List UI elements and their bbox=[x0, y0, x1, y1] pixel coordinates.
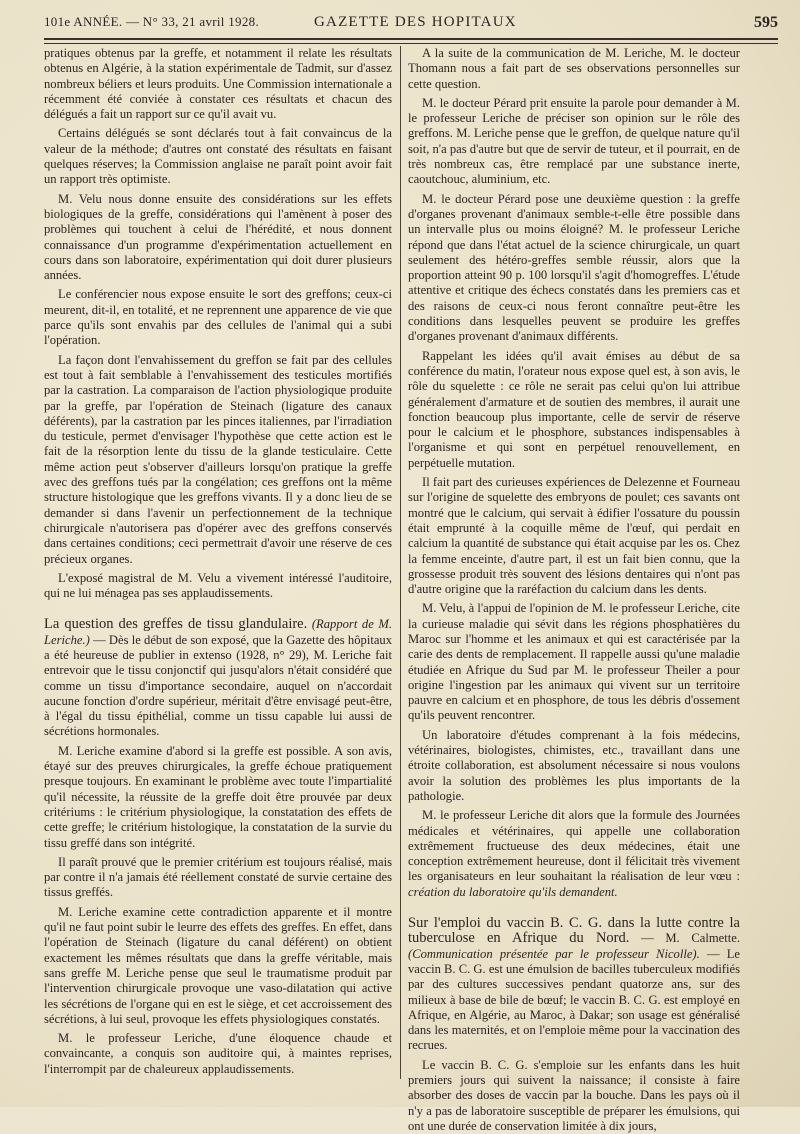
paragraph: pratiques obtenus par la greffe, et notamment il relate les résultats obtenus en Algérie, à la station expérimentale de Tadmit, sur d'assez nombreux béliers et leurs produits. Une Commission internationale a récemment été conviée à constater ces résultats et chacun des délégués a fait un rapport sur ce qu'il avait vu. bbox=[44, 46, 392, 122]
section-text: — Le vaccin B. C. G. est une émulsion de bacilles tuberculeux modifiés par des cultures successives pendant quatorze ans, sur des milieux à base de bile de bœuf; le vaccin B. C. G. est employé en Afrique, en Algérie, au Maroc, à Dakar; son usage est généralisé dans les maternités, et on l'emploie même pour la vaccination des recrues. bbox=[408, 946, 740, 1053]
paragraph: A la suite de la communication de M. Leriche, M. le docteur Thomann nous a fait part de ses observations personnelles sur cette question. bbox=[408, 46, 740, 91]
paragraph bbox=[408, 808, 740, 900]
section-report: (Rapport de M. Leriche.) bbox=[44, 617, 393, 647]
paragraph: M. Velu, à l'appui de l'opinion de M. le professeur Leriche, cite la curieuse maladie qui sévit dans les régions phosphatières du Maroc sur l'homme et les animaux et qui est caractérisée par la carie des dents de remplacement. Il rappelle aussi qu'une maladie étudiée en Afrique du Sud par M. le professeur Theiler a pour origine l'ingestion par les animaux qui vivent sur un territoire pauvre en calcium et en phosphore, de tous les débris d'ossement qu'ils peuvent rencontrer. bbox=[408, 601, 741, 723]
paragraph: Rappelant les idées qu'il avait émises au début de sa conférence du matin, l'orateur nous expose quel est, à son avis, le rôle du squelette : ce rôle ne serait pas celui qu'on lui attribue généralement d'armature et de soutien des membres, il aurait une fonction beaucoup plus importante, celle de servir de réserve pour le calcium et le phosphore, substances indispensables à l'organisme et qui sont en perpétuel renouvellement, en perpétuelle mutation. bbox=[408, 348, 740, 470]
publication-title: GAZETTE DES HOPITAUX bbox=[314, 14, 517, 30]
left-column bbox=[44, 46, 392, 1087]
paragraph: Le vaccin B. C. G. s'emploie sur les enfants dans les huit premiers jours qui suivent la naissance; il consiste à faire absorber des doses de vaccin par la bouche. Dans les pays où il n'y a pas de laboratoire susceptible de préparer les émulsions, qui ont une durée de conservation limitée à dix jours, bbox=[408, 1057, 740, 1133]
paragraph: M. Velu nous donne ensuite des considérations sur les effets biologiques de la greffe, considérations qui l'amènent à poser des problèmes qui touchent à celui de l'hérédité, et nous donnent connaissance d'un programme d'expérimentation actuellement en cours dans son laboratoire, expérimentation qui doit durer plusieurs années. bbox=[44, 191, 392, 283]
section-title: La question des greffes de tissu glandulaire. bbox=[44, 616, 308, 633]
page-number: 595 bbox=[754, 14, 778, 31]
paragraph-text: M. le professeur Leriche dit alors que la formule des Journées médicales et vétérinaires, qui appelle une collaboration extrêmement fructueuse des deux médecines, était une conception extrêmement heureuse, dont il félicitait très vivement les organisateurs en leur souhaitant la réalisation de leur vœu : bbox=[408, 808, 740, 884]
page-header bbox=[44, 10, 778, 36]
right-column bbox=[408, 46, 741, 1133]
paragraph: M. le professeur Leriche, d'une éloquence chaude et convaincante, a conquis son auditoire qui, à maintes reprises, l'interrompit par de chaleureux applaudissements. bbox=[44, 1031, 392, 1076]
paragraph: Certains délégués se sont déclarés tout à fait convaincus de la valeur de la méthode; d'autres ont constaté des résultats en faisant quelques réserves; la Commission anglaise ne paraît point avoir fait un rapport très optimiste. bbox=[44, 126, 392, 187]
column-divider bbox=[400, 46, 401, 1079]
paragraph: Il fait part des curieuses expériences de Delezenne et Fourneau sur l'origine de squelette des embryons de poulet; ces savants ont montré que le calcium, qui servait à édifier l'ossature du poussin était emprunté à la coquille même de l'œuf, qui perdait en calcium la quantité de substance qui était acquise par les os. Chez la femme enceinte, d'autre part, il est un fait bien connu, que la grossesse produit très souvent des lésions dentaires qui n'ont pas d'autre origine que la raréfaction du calcium dans les dents. bbox=[408, 475, 740, 597]
section-paragraph bbox=[408, 916, 740, 1054]
header-rule bbox=[44, 38, 778, 44]
paragraph-italic: création du laboratoire qu'ils demandent. bbox=[408, 884, 618, 899]
section-title: Sur l'emploi du vaccin B. C. G. dans la lutte contre la tuberculose en Afrique du Nord. bbox=[408, 915, 740, 947]
paragraph: M. le docteur Pérard pose une deuxième question : la greffe d'organes provenant d'animaux semble-t-elle être possible dans un intervalle plus ou moins éloigné? M. le professeur Leriche répond que dans l'état actuel de la science chirurgicale, un quart seulement des hétéro-greffes semble réussir, alors que la proportion atteint 90 p. 100 lorsqu'il s'agit d'homogreffes. L'étude attentive et critique des échecs constatés dans les premiers cas et des raisons de ceux-ci nous feront connaître peut-être les conditions dans lesquelles peuvent se produire les greffes d'organes provenant d'animaux différents. bbox=[408, 191, 740, 344]
section-paragraph bbox=[44, 617, 392, 739]
paragraph: Un laboratoire d'études comprenant à la fois médecins, vétérinaires, biologistes, chimistes, etc., travaillant dans une étroite collaboration, est absolument nécessaire si nous voulons avoir la solution des problèmes les plus importants de la pathologie. bbox=[408, 727, 740, 803]
section-text: — Dès le début de son exposé, que la Gazette des hôpitaux a été heureuse de publier in extenso (1928, n° 29), M. Leriche fait entrevoir que le tissu conjonctif qui jusqu'alors n'était considéré que comme un tissu d'importance secondaire, auquel on n'accordait aucune fonction d'ordre supérieur, méritait d'être envisagé peut-être, à l'égal du tissu épithélial, comme un tissu capable lui aussi de sécrétions hormonales. bbox=[44, 632, 393, 739]
paragraph: La façon dont l'envahissement du greffon se fait par des cellules est tout à fait semblable à l'envahissement des testicules mortifiés par la castration. La comparaison de l'action physiologique produite par la greffe, par l'opération de Steinach (ligature des canaux déférents), par la castration par les pinces italiennes, par l'irradiation du testicule, permet d'envisager l'hypothèse que cette action est le fait de la résorption lente du tissu de la glande testiculaire. Cette même action peut s'observer d'ailleurs lorsqu'on pratique la greffe avec des greffons tués par la congélation; ces greffons ont la même structure histologique que les greffons vivants. Il y a donc lieu de se demander si dans l'avenir un perfectionnement de la technique chirurgicale n'autorisera pas d'opérer avec des greffons conservés dans certaines conditions; ceci permettrait d'avoir une réserve de ces précieux organes. bbox=[44, 352, 392, 566]
section-communication: (Communication présentée par le professeur Nicolle). bbox=[408, 946, 700, 961]
paragraph: Le conférencier nous expose ensuite le sort des greffons; ceux-ci meurent, dit-il, en totalité, et ne reprennent une apparence de vie que parce qu'ils sont envahis par des cellules de l'animal qui a subi l'opération. bbox=[44, 287, 392, 348]
paragraph: M. le docteur Pérard prit ensuite la parole pour demander à M. le professeur Leriche de préciser son opinion sur le rôle des greffons. M. Leriche pense que le greffon, de quelque nature qu'il soit, n'a pas d'autre but que de servir de tuteur, et il pourrait, en de très nombreux cas, être remplacé par une substance inerte, caoutchouc, aluminium, etc. bbox=[408, 95, 740, 187]
paragraph: Il paraît prouvé que le premier critérium est toujours réalisé, mais par contre il n'a jamais été réellement constaté de survie certaine des tissus greffés. bbox=[44, 854, 392, 900]
paragraph: L'exposé magistral de M. Velu a vivement intéressé l'auditoire, qui ne lui ménagea pas ses applaudissements. bbox=[44, 570, 392, 601]
section-author: — M. Calmette. bbox=[641, 931, 740, 946]
issue-info: 101e ANNÉE. — N° 33, 21 avril 1928. bbox=[44, 14, 260, 29]
paragraph: M. Leriche examine d'abord si la greffe est possible. A son avis, étayé sur des preuves chirurgicales, la greffe échoue pratiquement presque toujours. En examinant le problème avec toute l'impartialité qu'il nécessite, la réussite de la greffe doit être prouvée par deux critériums : le critérium physiologique, la constatation des effets de cette greffe; le critérium histologique, la constatation de la survie du tissu greffé dans son intégrité. bbox=[44, 743, 392, 850]
paragraph: M. Leriche examine cette contradiction apparente et il montre qu'il ne faut point subir le leurre des effets des greffes. En effet, dans l'opération de Steinach (ligature du canal déférent) on obtient exactement les mêmes résultats que dans la greffe véritable, mais sans greffe M. Leriche pense que seul le traumatisme produit par l'intervention chirurgicale provoque une vaso-dilatation qui active les sécrétions de l'organe qui en est le siège, et cet accroissement des sécrétions, à lui seul, provoque les effets physiologiques constatés. bbox=[44, 904, 392, 1026]
